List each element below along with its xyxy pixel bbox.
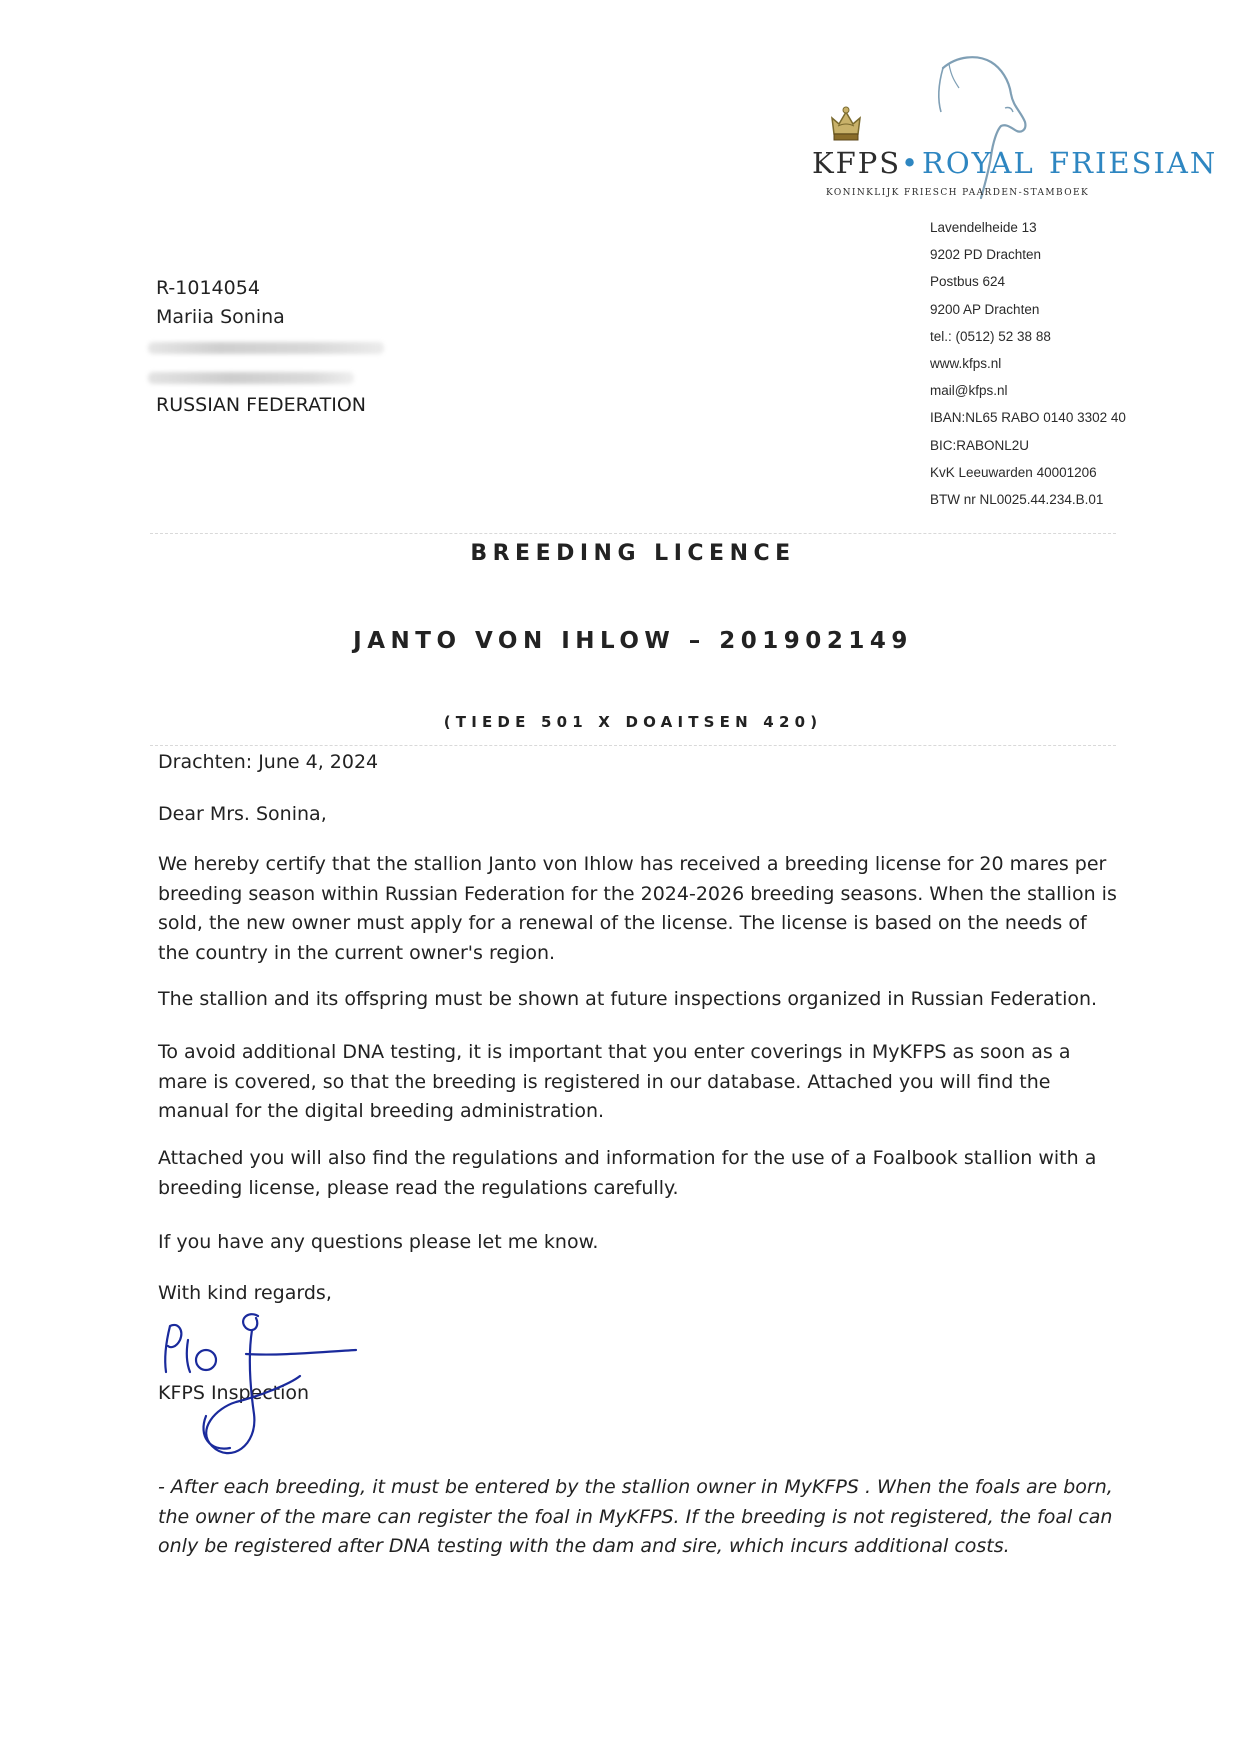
stallion-pedigree: (TIEDE 501 X DOAITSEN 420) — [443, 713, 823, 731]
office-postcode: 9202 PD Drachten — [930, 247, 1042, 263]
office-phone: tel.: (0512) 52 38 88 — [930, 328, 1051, 344]
letter-date: Drachten: June 4, 2024 — [158, 751, 379, 773]
office-postbus: Postbus 624 — [930, 274, 1006, 290]
office-street: Lavendelheide 13 — [930, 220, 1037, 235]
letter-salutation: Dear Mrs. Sonina, — [158, 803, 327, 825]
redacted-address-line — [148, 372, 354, 384]
logo-friesian: FRIESIAN — [1049, 146, 1218, 180]
office-bic: BIC:RABONL2U — [930, 437, 1030, 453]
recipient-country: RUSSIAN FEDERATION — [156, 394, 366, 416]
crown-icon — [828, 104, 864, 150]
letter-paragraph: To avoid additional DNA testing, it is important that you enter coverings in MyKFPS as soon as a mare is covered, so that the breeding is registered in our database. Attached you will find the manual for the digital breeding administration. — [158, 1041, 1071, 1122]
letter-paragraph: Attached you will also find the regulations and information for the use of a Foalbook stallion with a breeding license, please read the regulations carefully. — [158, 1147, 1097, 1199]
office-email: mail@kfps.nl — [930, 383, 1008, 399]
redacted-address-line — [148, 342, 384, 354]
letter-paragraph: We hereby certify that the stallion Janto von Ihlow has received a breeding license for 20 mares per breeding season within Russian Federation for the 2024-2026 breeding seasons. When the stallion is sold, the new owner must apply for a renewal of the license. The license is based on the needs of the country in the current owner's region. — [158, 853, 1117, 964]
recipient-reference: R-1014054 — [156, 277, 260, 299]
handwritten-signature — [150, 1296, 380, 1458]
letter-signatory: KFPS Inspection — [158, 1382, 310, 1404]
recipient-address — [156, 274, 285, 332]
logo-royal: ROYAL — [922, 146, 1035, 180]
logo-subtitle: KONINKLIJK FRIESCH PAARDEN-STAMBOEK — [826, 188, 1090, 198]
letter-closing: With kind regards, — [158, 1282, 332, 1304]
stallion-name: JANTO VON IHLOW – 201902149 — [353, 628, 913, 654]
letter-footnote: - After each breeding, it must be entered by the stallion owner in MyKFPS . When the foals are born, the owner of the mare can register the foal in MyKFPS. If the breeding is not registered, the foal can only be registered after DNA testing with the dam and sire, which incurs additional costs. — [158, 1476, 1113, 1557]
logo-kfps: KFPS — [812, 146, 902, 180]
office-address — [930, 214, 1126, 513]
logo-separator: • — [901, 146, 919, 180]
recipient-name: Mariia Sonina — [156, 306, 285, 328]
office-postbus-postcode: 9200 AP Drachten — [930, 301, 1040, 317]
letter-paragraph: The stallion and its offspring must be shown at future inspections organized in Russian Federation. — [158, 988, 1098, 1010]
office-vat: BTW nr NL0025.44.234.B.01 — [930, 491, 1104, 507]
divider — [150, 533, 1116, 534]
office-kvk: KvK Leeuwarden 40001206 — [930, 464, 1097, 480]
document-title: BREEDING LICENCE — [470, 541, 796, 566]
letter-paragraph: If you have any questions please let me know. — [158, 1231, 599, 1253]
divider — [150, 745, 1116, 746]
office-iban: IBAN:NL65 RABO 0140 3302 40 — [930, 410, 1126, 426]
office-website: www.kfps.nl — [930, 355, 1002, 371]
